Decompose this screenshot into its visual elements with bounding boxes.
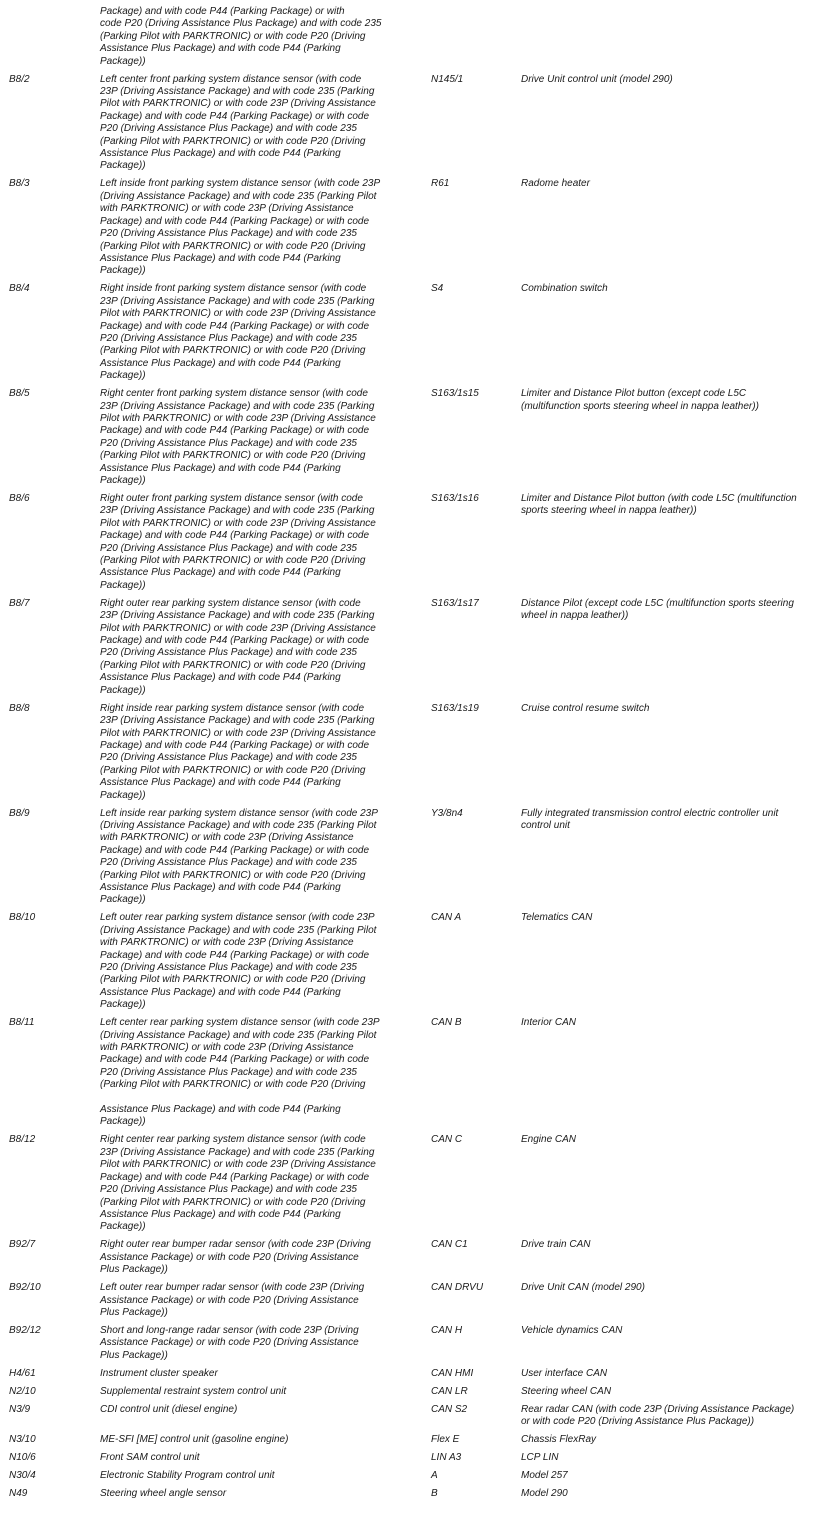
left-component-code: B92/12 bbox=[9, 1324, 41, 1336]
left-component-description: CDI control unit (diesel engine) bbox=[100, 1403, 238, 1415]
right-component-code: S163/1s16 bbox=[431, 493, 479, 504]
right-component-description: Limiter and Distance Pilot button (except code L5C (multifunction sports steering wheel in nappa leather)) bbox=[521, 388, 759, 412]
legend-row bbox=[0, 1488, 835, 1506]
left-component-description: Electronic Stability Program control unit bbox=[100, 1470, 275, 1482]
right-component-code: S163/1s19 bbox=[431, 702, 479, 714]
right-component-description: Telematics CAN bbox=[521, 912, 593, 924]
right-component-description: Drive Unit control unit (model 290) bbox=[521, 73, 673, 85]
legend-row bbox=[0, 1404, 835, 1434]
left-component-description: Instrument cluster speaker bbox=[100, 1367, 218, 1379]
left-component-code: N10/6 bbox=[9, 1452, 36, 1464]
legend-row bbox=[0, 388, 835, 493]
right-component-code: S163/1s15 bbox=[431, 388, 479, 400]
legend-row bbox=[0, 178, 835, 283]
right-component-description: Steering wheel CAN bbox=[521, 1385, 612, 1397]
left-component-code: N3/9 bbox=[9, 1403, 31, 1415]
right-component-code: LIN A3 bbox=[431, 1452, 462, 1464]
left-component-description: Supplemental restraint system control unit bbox=[100, 1385, 287, 1397]
right-component-description: Combination switch bbox=[521, 283, 608, 295]
right-component-description: Limiter and Distance Pilot button (with code L5C (multifunction sports steering wheel in nappa leather)) bbox=[521, 493, 797, 517]
right-component-description: Model 290 bbox=[521, 1488, 568, 1500]
left-component-code: B8/6 bbox=[9, 493, 30, 504]
left-component-description: Right outer rear parking system distance sensor (with code 23P (Driving Assistance Package) and with code 235 (Parking Pilot with PARKTRONIC) or with code 23P (Driving Assistance Package) and with code P44 (Parking Package) or with code P20 (Driving Assistance Plus Package) and with code 235 (Parking Pilot with PARKTRONIC) or with code P20 (Driving Assistance Plus Package) and with code P44 (Parking Package)) bbox=[100, 597, 376, 696]
right-component-description: Cruise control resume switch bbox=[521, 702, 650, 714]
left-component-description: Short and long-range radar sensor (with code 23P (Driving Assistance Package) or with code P20 (Driving Assistance Plus Package)) bbox=[100, 1324, 359, 1361]
right-component-description: Engine CAN bbox=[521, 1134, 577, 1146]
right-component-code: S4 bbox=[431, 283, 444, 295]
left-component-code: B8/9 bbox=[9, 807, 30, 819]
right-component-code: B bbox=[431, 1488, 438, 1500]
legend-row bbox=[0, 1386, 835, 1404]
right-component-code: A bbox=[431, 1470, 438, 1482]
left-component-code: B8/4 bbox=[9, 283, 30, 295]
right-component-code: CAN C1 bbox=[431, 1239, 468, 1251]
right-component-description: Drive Unit CAN (model 290) bbox=[521, 1282, 645, 1294]
right-component-description: Chassis FlexRay bbox=[521, 1434, 597, 1446]
legend-row bbox=[0, 912, 835, 1017]
left-component-code: B92/7 bbox=[9, 1239, 36, 1251]
left-component-code: N2/10 bbox=[9, 1385, 36, 1397]
left-component-description: Right center front parking system distance sensor (with code 23P (Driving Assistance Package) and with code 235 (Parking Pilot with PARKTRONIC) or with code 23P (Driving Assistance Package) and with code P44 (Parking Package) or with code P20 (Driving Assistance Plus Package) and with code 235 (Parking Pilot with PARKTRONIC) or with code P20 (Driving Assistance Plus Package) and with code P44 (Parking Package)) bbox=[100, 388, 376, 486]
right-component-code: CAN A bbox=[431, 912, 462, 924]
left-component-code: H4/61 bbox=[9, 1367, 36, 1379]
left-component-description: Left outer rear parking system distance sensor (with code 23P (Driving Assistance Package) and with code 235 (Parking Pilot with PARKTRONIC) or with code 23P (Driving Assistance Package) and with code P44 (Parking Package) or with code P20 (Driving Assistance Plus Package) and with code 235 (Parking Pilot with PARKTRONIC) or with code P20 (Driving Assistance Plus Package) and with code P44 (Parking Package)) bbox=[100, 912, 377, 1011]
legend-row bbox=[0, 1017, 835, 1134]
right-component-description: Distance Pilot (except code L5C (multifunction sports steering wheel in nappa leather)) bbox=[521, 597, 794, 622]
legend-row bbox=[0, 598, 835, 703]
left-component-description: Left center rear parking system distance sensor (with code 23P (Driving Assistance Package) and with code 235 (Parking Pilot with PARKTRONIC) or with code 23P (Driving Assistance Package) and with code P44 (Parking Package) or with code P20 (Driving Assistance Plus Package) and with code 235 (Parking Pilot with PARKTRONIC) or with code P20 (Driving Assistance Plus Package) and with code P44 (Parking Package)) bbox=[100, 1017, 380, 1128]
right-component-description bbox=[521, 6, 835, 68]
left-component-code: N3/10 bbox=[9, 1434, 36, 1446]
left-component-code: B92/10 bbox=[9, 1282, 41, 1294]
left-component-description: Left outer rear bumper radar sensor (with code 23P (Driving Assistance Package) or with code P20 (Driving Assistance Plus Package)) bbox=[100, 1282, 365, 1318]
left-component-code: B8/2 bbox=[9, 73, 30, 85]
left-component-code: B8/3 bbox=[9, 178, 30, 190]
legend-row bbox=[0, 6, 835, 74]
right-component-code: N145/1 bbox=[431, 73, 464, 85]
right-component-code: CAN S2 bbox=[431, 1403, 468, 1415]
legend-row bbox=[0, 1134, 835, 1239]
legend-row bbox=[0, 1282, 835, 1325]
left-component-description: Package) and with code P44 (Parking Package) or with code P20 (Driving Assistance Plus Package) and with code 235 (Parking Pilot with PARKTRONIC) or with code P20 (Driving Assistance Plus Package) and with code P44 (Parking Package)) bbox=[100, 6, 382, 67]
right-component-code: CAN HMI bbox=[431, 1367, 474, 1379]
right-component-description: Fully integrated transmission control electric controller unit control unit bbox=[521, 807, 779, 831]
left-component-code: B8/5 bbox=[9, 388, 30, 400]
legend-row bbox=[0, 493, 835, 598]
right-component-description: Rear radar CAN (with code 23P (Driving Assistance Package) or with code P20 (Driving Assistance Plus Package)) bbox=[521, 1403, 795, 1428]
right-component-code: Flex E bbox=[431, 1434, 460, 1446]
right-component-description: Radome heater bbox=[521, 178, 590, 190]
left-component-code: N49 bbox=[9, 1488, 28, 1500]
right-component-description: LCP LIN bbox=[521, 1452, 559, 1464]
legend-row bbox=[0, 283, 835, 388]
left-component-code: B8/12 bbox=[9, 1134, 36, 1146]
right-component-code: CAN C bbox=[431, 1134, 463, 1146]
left-component-description: Right outer rear bumper radar sensor (with code 23P (Driving Assistance Package) or with code P20 (Driving Assistance Plus Package)) bbox=[100, 1239, 371, 1276]
left-component-description: Right center rear parking system distance sensor (with code 23P (Driving Assistance Package) and with code 235 (Parking Pilot with PARKTRONIC) or with code 23P (Driving Assistance Package) and with code P44 (Parking Package) or with code P20 (Driving Assistance Plus Package) and with code 235 (Parking Pilot with PARKTRONIC) or with code P20 (Driving Assistance Plus Package) and with code P44 (Parking Package)) bbox=[100, 1134, 376, 1233]
legend-row bbox=[0, 1434, 835, 1452]
right-component-description: Drive train CAN bbox=[521, 1239, 591, 1251]
left-component-description: Left center front parking system distance sensor (with code 23P (Driving Assistance Package) and with code 235 (Parking Pilot with PARKTRONIC) or with code 23P (Driving Assistance Package) and with code P44 (Parking Package) or with code P20 (Driving Assistance Plus Package) and with code 235 (Parking Pilot with PARKTRONIC) or with code P20 (Driving Assistance Plus Package) and with code P44 (Parking Package)) bbox=[100, 73, 376, 172]
right-component-code: S163/1s17 bbox=[431, 597, 479, 609]
left-component-code bbox=[0, 6, 100, 68]
left-component-description: Steering wheel angle sensor bbox=[100, 1488, 227, 1500]
legend-row bbox=[0, 1239, 835, 1282]
legend-row bbox=[0, 1470, 835, 1488]
right-component-code: CAN DRVU bbox=[431, 1282, 484, 1294]
right-component-description: Model 257 bbox=[521, 1470, 568, 1482]
right-component-description: User interface CAN bbox=[521, 1367, 608, 1379]
right-component-description: Vehicle dynamics CAN bbox=[521, 1324, 623, 1336]
legend-row bbox=[0, 703, 835, 808]
right-component-code: R61 bbox=[431, 178, 450, 190]
right-component-code: CAN LR bbox=[431, 1385, 468, 1397]
legend-row bbox=[0, 1325, 835, 1368]
legend-row bbox=[0, 74, 835, 179]
left-component-description: Right outer front parking system distance sensor (with code 23P (Driving Assistance Package) and with code 235 (Parking Pilot with PARKTRONIC) or with code 23P (Driving Assistance Package) and with code P44 (Parking Package) or with code P20 (Driving Assistance Plus Package) and with code 235 (Parking Pilot with PARKTRONIC) or with code P20 (Driving Assistance Plus Package) and with code P44 (Parking Package)) bbox=[100, 493, 376, 591]
left-component-code: N30/4 bbox=[9, 1470, 36, 1482]
legend-row bbox=[0, 1452, 835, 1470]
left-component-code: B8/11 bbox=[9, 1017, 35, 1029]
left-component-code: B8/7 bbox=[9, 597, 30, 609]
left-component-description: Left inside rear parking system distance sensor (with code 23P (Driving Assistance Package) and with code 235 (Parking Pilot with PARKTRONIC) or with code 23P (Driving Assistance Package) and with code P44 (Parking Package) or with code P20 (Driving Assistance Plus Package) and with code 235 (Parking Pilot with PARKTRONIC) or with code P20 (Driving Assistance Plus Package) and with code P44 (Parking Package)) bbox=[100, 807, 378, 906]
right-component-code: Y3/8n4 bbox=[431, 807, 463, 819]
legend-row bbox=[0, 1368, 835, 1386]
left-component-description: Right inside rear parking system distance sensor (with code 23P (Driving Assistance Package) and with code 235 (Parking Pilot with PARKTRONIC) or with code 23P (Driving Assistance Package) and with code P44 (Parking Package) or with code P20 (Driving Assistance Plus Package) and with code 235 (Parking Pilot with PARKTRONIC) or with code P20 (Driving Assistance Plus Package) and with code P44 (Parking Package)) bbox=[100, 702, 376, 801]
right-component-code: CAN B bbox=[431, 1017, 462, 1029]
left-component-code: B8/10 bbox=[9, 912, 36, 924]
right-component-description: Interior CAN bbox=[521, 1017, 577, 1029]
left-component-code: B8/8 bbox=[9, 702, 30, 714]
left-component-description: ME-SFI [ME] control unit (gasoline engine) bbox=[100, 1434, 289, 1446]
legend-row bbox=[0, 808, 835, 913]
right-component-code: CAN H bbox=[431, 1324, 463, 1336]
left-component-description: Right inside front parking system distance sensor (with code 23P (Driving Assistance Package) and with code 235 (Parking Pilot with PARKTRONIC) or with code 23P (Driving Assistance Package) and with code P44 (Parking Package) or with code P20 (Driving Assistance Plus Package) and with code 235 (Parking Pilot with PARKTRONIC) or with code P20 (Driving Assistance Plus Package) and with code P44 (Parking Package)) bbox=[100, 283, 376, 382]
left-component-description: Left inside front parking system distance sensor (with code 23P (Driving Assistance Package) and with code 235 (Parking Pilot with PARKTRONIC) or with code 23P (Driving Assistance Package) and with code P44 (Parking Package) or with code P20 (Driving Assistance Plus Package) and with code 235 (Parking Pilot with PARKTRONIC) or with code P20 (Driving Assistance Plus Package) and with code P44 (Parking Package)) bbox=[100, 178, 381, 277]
right-component-code bbox=[431, 6, 521, 68]
left-component-description: Front SAM control unit bbox=[100, 1452, 200, 1464]
